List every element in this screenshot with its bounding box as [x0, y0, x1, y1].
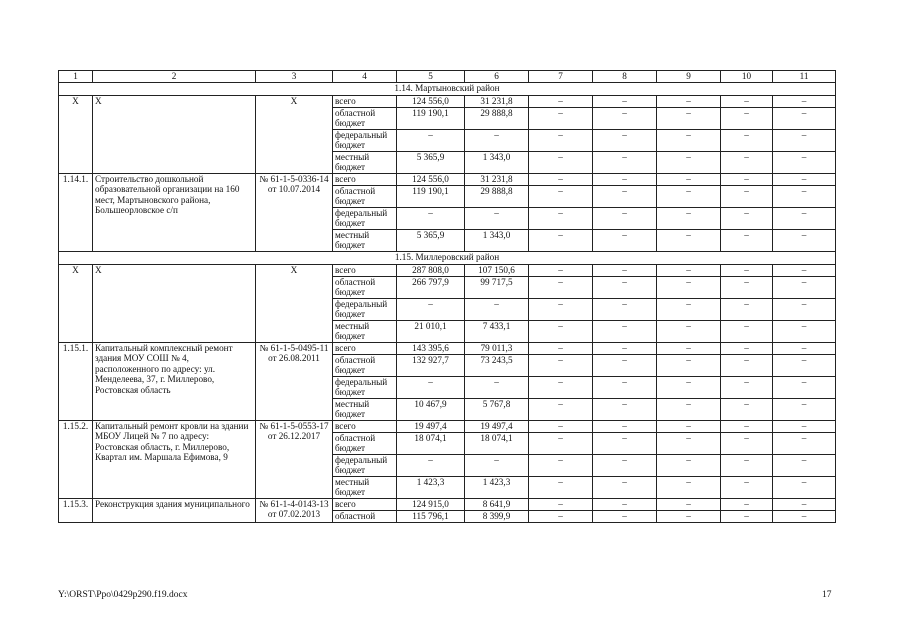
dash-cell: –: [593, 174, 657, 186]
funding-source-cell: всего: [333, 265, 397, 277]
dash-cell: –: [529, 343, 593, 355]
dash-cell: –: [529, 277, 593, 299]
amount-cell: 119 190,1: [397, 186, 465, 208]
amount-cell: 124 556,0: [397, 96, 465, 108]
dash-cell: –: [721, 433, 773, 455]
dash-cell: –: [529, 399, 593, 421]
dash-cell: –: [773, 399, 836, 421]
dash-cell: –: [773, 230, 836, 252]
funding-source-cell: областной бюджет: [333, 433, 397, 455]
amount-cell: 1 423,3: [397, 477, 465, 499]
dash-cell: –: [529, 108, 593, 130]
dash-cell: –: [529, 377, 593, 399]
dash-cell: –: [593, 499, 657, 511]
column-number-cell: 8: [593, 71, 657, 83]
column-number-cell: 7: [529, 71, 593, 83]
amount-cell: 19 497,4: [397, 421, 465, 433]
dash-cell: –: [721, 321, 773, 343]
dash-cell: –: [593, 277, 657, 299]
column-number-cell: 11: [773, 71, 836, 83]
dash-cell: –: [529, 130, 593, 152]
funding-source-cell: федеральный бюджет: [333, 455, 397, 477]
funding-source-cell: областной бюджет: [333, 108, 397, 130]
dash-cell: –: [529, 208, 593, 230]
dash-cell: –: [593, 152, 657, 174]
dash-cell: –: [721, 130, 773, 152]
amount-cell: 31 231,8: [465, 96, 529, 108]
document-number-cell: № 61-1-5-0495-11 от 26.08.2011: [256, 343, 333, 421]
dash-cell: –: [529, 299, 593, 321]
object-name-cell: Капитальный ремонт кровли на здании МБОУ Лицей № 7 по адресу: Ростовская область, г. Миллерово, Квартал им. Маршала Ефимова, 9: [93, 421, 256, 499]
dash-cell: –: [773, 421, 836, 433]
dash-cell: –: [657, 511, 721, 523]
dash-cell: –: [657, 96, 721, 108]
amount-cell: 5 365,9: [397, 230, 465, 252]
column-number-cell: 1: [59, 71, 93, 83]
column-number-row: [59, 71, 836, 83]
dash-cell: –: [529, 96, 593, 108]
dash-cell: –: [773, 377, 836, 399]
amount-cell: 29 888,8: [465, 186, 529, 208]
dash-cell: –: [657, 499, 721, 511]
funding-source-cell: местный бюджет: [333, 152, 397, 174]
dash-cell: –: [721, 299, 773, 321]
amount-cell: –: [397, 208, 465, 230]
funding-source-cell: всего: [333, 499, 397, 511]
dash-cell: –: [593, 421, 657, 433]
object-name-cell: X: [93, 96, 256, 174]
dash-cell: –: [529, 433, 593, 455]
dash-cell: –: [593, 186, 657, 208]
amount-cell: 1 343,0: [465, 230, 529, 252]
column-number-cell: 4: [333, 71, 397, 83]
dash-cell: –: [773, 299, 836, 321]
dash-cell: –: [773, 96, 836, 108]
amount-cell: –: [397, 299, 465, 321]
amount-cell: –: [465, 299, 529, 321]
dash-cell: –: [721, 421, 773, 433]
dash-cell: –: [721, 265, 773, 277]
dash-cell: –: [721, 455, 773, 477]
dash-cell: –: [721, 174, 773, 186]
document-number-cell: X: [256, 265, 333, 343]
amount-cell: 79 011,3: [465, 343, 529, 355]
object-name-cell: Капитальный комплексный ремонт здания МОУ СОШ № 4, расположенного по адресу: ул. Менделеева, 37, г. Миллерово, Ростовская область: [93, 343, 256, 421]
dash-cell: –: [721, 108, 773, 130]
section-title: 1.14. Мартыновский район: [59, 83, 836, 96]
column-number-cell: 10: [721, 71, 773, 83]
dash-cell: –: [721, 208, 773, 230]
dash-cell: –: [657, 399, 721, 421]
dash-cell: –: [529, 321, 593, 343]
dash-cell: –: [593, 321, 657, 343]
funding-source-cell: всего: [333, 96, 397, 108]
document-number-cell: X: [256, 96, 333, 174]
funding-source-cell: местный бюджет: [333, 399, 397, 421]
dash-cell: –: [657, 152, 721, 174]
dash-cell: –: [773, 174, 836, 186]
item-number-cell: X: [59, 96, 93, 174]
dash-cell: –: [773, 355, 836, 377]
dash-cell: –: [593, 343, 657, 355]
dash-cell: –: [593, 130, 657, 152]
dash-cell: –: [721, 377, 773, 399]
dash-cell: –: [721, 355, 773, 377]
amount-cell: –: [397, 455, 465, 477]
dash-cell: –: [529, 355, 593, 377]
amount-cell: 31 231,8: [465, 174, 529, 186]
dash-cell: –: [773, 265, 836, 277]
dash-cell: –: [773, 343, 836, 355]
column-number-cell: 5: [397, 71, 465, 83]
dash-cell: –: [773, 321, 836, 343]
dash-cell: –: [529, 265, 593, 277]
section-header-row: [59, 83, 836, 96]
amount-cell: –: [465, 455, 529, 477]
dash-cell: –: [773, 433, 836, 455]
dash-cell: –: [593, 230, 657, 252]
dash-cell: –: [657, 230, 721, 252]
amount-cell: 5 365,9: [397, 152, 465, 174]
dash-cell: –: [593, 377, 657, 399]
table-row: [59, 174, 836, 186]
amount-cell: 124 915,0: [397, 499, 465, 511]
amount-cell: 29 888,8: [465, 108, 529, 130]
section-header-row: [59, 252, 836, 265]
dash-cell: –: [721, 230, 773, 252]
section-title: 1.15. Миллеровский район: [59, 252, 836, 265]
amount-cell: 5 767,8: [465, 399, 529, 421]
funding-source-cell: местный бюджет: [333, 321, 397, 343]
funding-source-cell: всего: [333, 421, 397, 433]
dash-cell: –: [593, 477, 657, 499]
column-number-cell: 9: [657, 71, 721, 83]
dash-cell: –: [773, 511, 836, 523]
table-row: [59, 499, 836, 511]
dash-cell: –: [773, 152, 836, 174]
dash-cell: –: [657, 186, 721, 208]
amount-cell: 10 467,9: [397, 399, 465, 421]
amount-cell: 18 074,1: [465, 433, 529, 455]
table-body: [59, 71, 836, 523]
object-name-cell: Реконструкция здания муниципального: [93, 499, 256, 523]
amount-cell: 119 190,1: [397, 108, 465, 130]
funding-source-cell: местный бюджет: [333, 477, 397, 499]
dash-cell: –: [657, 174, 721, 186]
dash-cell: –: [593, 455, 657, 477]
dash-cell: –: [721, 399, 773, 421]
document-number-cell: № 61-1-4-0143-13 от 07.02.2013: [256, 499, 333, 523]
amount-cell: 21 010,1: [397, 321, 465, 343]
amount-cell: –: [397, 130, 465, 152]
dash-cell: –: [721, 277, 773, 299]
funding-source-cell: местный бюджет: [333, 230, 397, 252]
dash-cell: –: [721, 186, 773, 208]
dash-cell: –: [593, 265, 657, 277]
document-number-cell: № 61-1-5-0336-14 от 10.07.2014: [256, 174, 333, 252]
document-number-cell: № 61-1-5-0553-17 от 26.12.2017: [256, 421, 333, 499]
dash-cell: –: [773, 277, 836, 299]
dash-cell: –: [529, 511, 593, 523]
object-name-cell: X: [93, 265, 256, 343]
dash-cell: –: [721, 343, 773, 355]
budget-table: [58, 70, 836, 523]
dash-cell: –: [529, 477, 593, 499]
dash-cell: –: [593, 299, 657, 321]
dash-cell: –: [773, 208, 836, 230]
funding-source-cell: областной бюджет: [333, 186, 397, 208]
amount-cell: 73 243,5: [465, 355, 529, 377]
dash-cell: –: [657, 130, 721, 152]
funding-source-cell: областной бюджет: [333, 277, 397, 299]
item-number-cell: 1.15.1.: [59, 343, 93, 421]
funding-source-cell: федеральный бюджет: [333, 208, 397, 230]
funding-source-cell: всего: [333, 174, 397, 186]
dash-cell: –: [657, 265, 721, 277]
item-number-cell: 1.14.1.: [59, 174, 93, 252]
dash-cell: –: [529, 152, 593, 174]
dash-cell: –: [529, 421, 593, 433]
funding-source-cell: областной бюджет: [333, 355, 397, 377]
dash-cell: –: [593, 399, 657, 421]
dash-cell: –: [773, 477, 836, 499]
dash-cell: –: [529, 230, 593, 252]
amount-cell: 19 497,4: [465, 421, 529, 433]
dash-cell: –: [721, 96, 773, 108]
dash-cell: –: [773, 186, 836, 208]
amount-cell: 266 797,9: [397, 277, 465, 299]
dash-cell: –: [529, 499, 593, 511]
dash-cell: –: [657, 455, 721, 477]
dash-cell: –: [657, 299, 721, 321]
column-number-cell: 3: [256, 71, 333, 83]
amount-cell: 287 808,0: [397, 265, 465, 277]
amount-cell: 107 150,6: [465, 265, 529, 277]
dash-cell: –: [657, 377, 721, 399]
object-name-cell: Строительство дошкольной образовательной организации на 160 мест, Мартыновского района, Большеорловское с/п: [93, 174, 256, 252]
dash-cell: –: [657, 343, 721, 355]
dash-cell: –: [529, 186, 593, 208]
amount-cell: –: [465, 377, 529, 399]
amount-cell: 124 556,0: [397, 174, 465, 186]
amount-cell: 7 433,1: [465, 321, 529, 343]
dash-cell: –: [657, 355, 721, 377]
dash-cell: –: [773, 130, 836, 152]
dash-cell: –: [593, 355, 657, 377]
table-row: [59, 265, 836, 277]
footer-file-path: Y:\ORST\Ppo\0429p290.f19.docx: [58, 590, 188, 600]
table-row: [59, 343, 836, 355]
dash-cell: –: [773, 108, 836, 130]
dash-cell: –: [593, 96, 657, 108]
dash-cell: –: [657, 477, 721, 499]
amount-cell: –: [397, 377, 465, 399]
amount-cell: –: [465, 208, 529, 230]
funding-source-cell: федеральный бюджет: [333, 130, 397, 152]
table-row: [59, 421, 836, 433]
funding-source-cell: федеральный бюджет: [333, 377, 397, 399]
dash-cell: –: [773, 455, 836, 477]
dash-cell: –: [657, 108, 721, 130]
dash-cell: –: [657, 433, 721, 455]
amount-cell: 1 423,3: [465, 477, 529, 499]
dash-cell: –: [593, 208, 657, 230]
dash-cell: –: [721, 477, 773, 499]
dash-cell: –: [657, 277, 721, 299]
dash-cell: –: [773, 499, 836, 511]
dash-cell: –: [529, 174, 593, 186]
item-number-cell: 1.15.3.: [59, 499, 93, 523]
amount-cell: 1 343,0: [465, 152, 529, 174]
amount-cell: 143 395,6: [397, 343, 465, 355]
amount-cell: 99 717,5: [465, 277, 529, 299]
funding-source-cell: всего: [333, 343, 397, 355]
item-number-cell: 1.15.2.: [59, 421, 93, 499]
page-number: 17: [822, 590, 832, 600]
amount-cell: 115 796,1: [397, 511, 465, 523]
amount-cell: 132 927,7: [397, 355, 465, 377]
dash-cell: –: [721, 511, 773, 523]
column-number-cell: 2: [93, 71, 256, 83]
dash-cell: –: [657, 321, 721, 343]
dash-cell: –: [657, 421, 721, 433]
table-row: [59, 96, 836, 108]
dash-cell: –: [529, 455, 593, 477]
funding-source-cell: областной: [333, 511, 397, 523]
amount-cell: 8 641,9: [465, 499, 529, 511]
dash-cell: –: [593, 511, 657, 523]
dash-cell: –: [593, 433, 657, 455]
dash-cell: –: [657, 208, 721, 230]
dash-cell: –: [593, 108, 657, 130]
item-number-cell: X: [59, 265, 93, 343]
amount-cell: –: [465, 130, 529, 152]
funding-source-cell: федеральный бюджет: [333, 299, 397, 321]
amount-cell: 8 399,9: [465, 511, 529, 523]
column-number-cell: 6: [465, 71, 529, 83]
amount-cell: 18 074,1: [397, 433, 465, 455]
dash-cell: –: [721, 152, 773, 174]
dash-cell: –: [721, 499, 773, 511]
